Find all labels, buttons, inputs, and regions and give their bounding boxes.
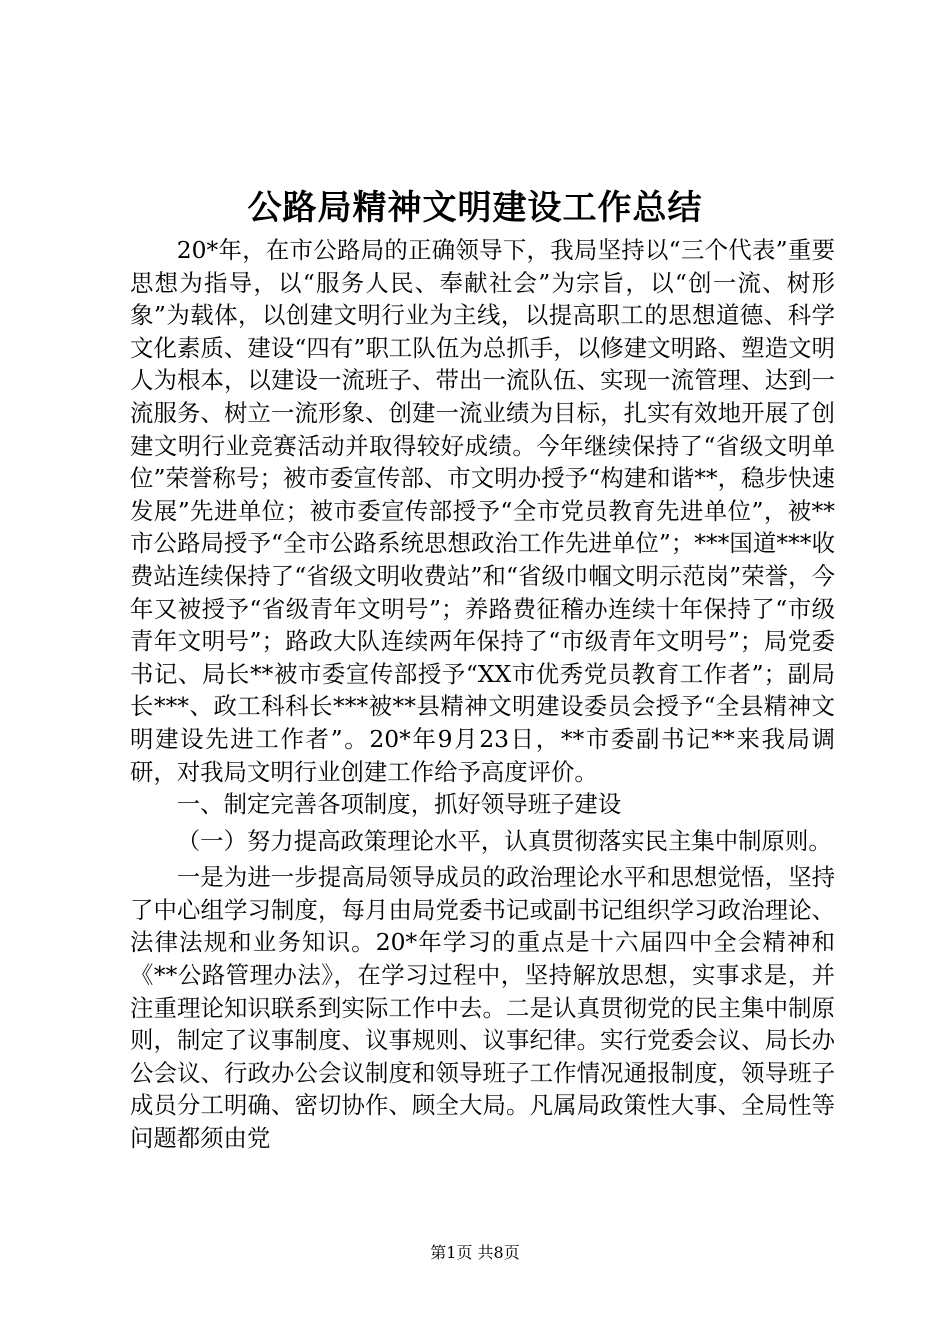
paragraph-intro: 20*年，在市公路局的正确领导下，我局坚持以“三个代表”重要思想为指导，以“服务人民、奉献社会”为宗旨，以“创一流、树形象”为载体，以创建文明行业为主线，以提高职工的思想道德、科学文化素质、建设“四有”职工队伍为总抓手，以修建文明路、塑造文明人为根本，以建设一流班子、带出一流队伍、实现一流管理、达到一流服务、树立一流形象、创建一流业绩为目标，扎实有效地开展了创建文明行业竞赛活动并取得较好成绩。今年继续保持了“省级文明单位”荣誉称号；被市委宣传部、市文明办授予“构建和谐**，稳步快速发展”先进单位；被市委宣传部授予“全市党员教育先进单位”，被**市公路局授予“全市公路系统思想政治工作先进单位”；***国道***收费站连续保持了“省级文明收费站”和“省级巾帼文明示范岗”荣誉，今年又被授予“省级青年文明号”；养路费征稽办连续十年保持了“市级青年文明号”；路政大队连续两年保持了“市级青年文明号”；局党委书记、局长**被市委宣传部授予“XX市优秀党员教育工作者”；副局长***、政工科科长***被**县精神文明建设委员会授予“全县精神文明建设先进工作者”。20*年9月23日，**市委副书记**来我局调研，对我局文明行业创建工作给予高度评价。 <box>130 236 835 786</box>
page-title: 公路局精神文明建设工作总结 <box>247 188 703 228</box>
paragraph-body: 一是为进一步提高局领导成员的政治理论水平和思想觉悟，坚持了中心组学习制度，每月由局党委书记或副书记组织学习政治理论、法律法规和业务知识。20*年学习的重点是十六届四中全会精神和《**公路管理办法》，在学习过程中，坚持解放思想，实事求是，并注重理论知识联系到实际工作中去。二是认真贯彻党的民主集中制原则，制定了议事制度、议事规则、议事纪律。实行党委会议、局长办公会议、行政办公会议制度和领导班子工作情况通报制度，领导班子成员分工明确、密切协作、顾全大局。凡属局政策性大事、全局性等问题都须由党 <box>130 863 835 1153</box>
page-number: 第1页 共8页 <box>430 1243 520 1262</box>
section-heading: 一、制定完善各项制度，抓好领导班子建设 <box>176 790 622 819</box>
subsection-heading: （一）努力提高政策理论水平，认真贯彻落实民主集中制原则。 <box>176 826 832 855</box>
document-body <box>130 234 835 1155</box>
